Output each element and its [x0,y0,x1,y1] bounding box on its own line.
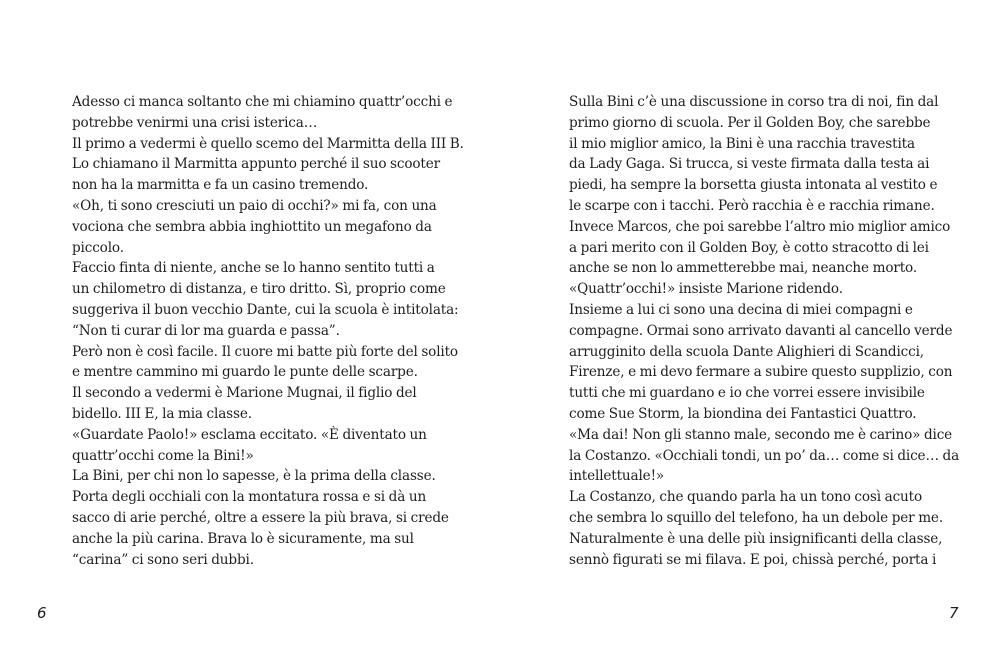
text-line: intellettuale!» [569,468,665,485]
right-page-number: 7 [949,604,959,622]
text-line: e mentre cammino mi guardo le punte delle scarpe. [72,364,418,381]
text-line: Lo chiamano il Marmitta appunto perché il suo scooter [72,156,440,173]
text-line: da Lady Gaga. Si trucca, si veste firmata dalla testa ai [569,156,930,173]
text-line: bidello. III E, la mia classe. [72,405,252,422]
text-line: come Sue Storm, la biondina dei Fantastici Quattro. [569,405,917,422]
text-line: Invece Marcos, che poi sarebbe l’altro mio miglior amico [569,218,951,235]
left-page-text [72,92,464,570]
text-line: Insieme a lui ci sono una decina di miei compagni e [569,301,913,318]
text-line: il mio miglior amico, la Bini è una racchia travestita [569,135,915,152]
text-line: anche la più carina. Brava lo è sicuramente, ma sul [72,530,414,547]
text-line: un chilometro di distanza, e tiro dritto. Sì, proprio come [72,281,446,298]
text-line: a pari merito con il Golden Boy, è cotto stracotto di lei [569,239,929,256]
text-line: «Quattr’occhi!» insiste Marione ridendo. [569,281,843,298]
text-line: piedi, ha sempre la borsetta giusta intonata al vestito e [569,177,938,194]
text-line: anche se non lo ammetterebbe mai, neanche morto. [569,260,917,277]
text-line: Il secondo a vedermi è Marione Mugnai, il figlio del [72,385,417,402]
text-line: Però non è così facile. Il cuore mi batte più forte del solito [72,343,458,360]
text-line: quattr’occhi come la Bini!» [72,447,254,464]
text-line: Faccio finta di niente, anche se lo hanno sentito tutti a [72,260,435,277]
text-line: Firenze, e mi devo fermare a subire questo supplizio, con [569,364,953,381]
text-line: potrebbe venirmi una crisi isterica… [72,114,318,131]
text-line: sacco di arie perché, oltre a essere la più brava, si crede [72,509,449,526]
left-page-number: 6 [37,604,47,622]
text-line: primo giorno di scuola. Per il Golden Boy, che sarebbe [569,114,931,131]
text-line: La Bini, per chi non lo sapesse, è la prima della classe. [72,468,436,485]
text-line: suggeriva il buon vecchio Dante, cui la scuola è intitolata: [72,301,459,318]
text-line: Adesso ci manca soltanto che mi chiamino quattr’occhi e [72,94,453,110]
text-line: vociona che sembra abbia inghiottito un megafono da [72,218,432,235]
text-line: compagne. Ormai sono arrivato davanti al cancello verde [569,322,953,339]
text-line: piccolo. [72,239,124,256]
text-line: Naturalmente è una delle più insignificanti della classe, [569,530,943,547]
text-line: Sulla Bini c’è una discussione in corso tra di noi, fin dal [569,94,939,110]
text-line: «Ma dai! Non gli stanno male, secondo me è carino» dice [569,426,953,443]
text-line: «Guardate Paolo!» esclama eccitato. «È diventato un [72,426,427,443]
text-line: non ha la marmitta e fa un casino tremendo. [72,177,369,194]
right-page-text [569,92,959,570]
text-line: “carina” ci sono seri dubbi. [72,551,254,568]
text-line: che sembra lo squillo del telefono, ha un debole per me. [569,509,943,526]
text-line: Porta degli occhiali con la montatura rossa e si dà un [72,489,427,506]
text-line: La Costanzo, che quando parla ha un tono così acuto [569,489,922,506]
text-line: sennò figurati se mi filava. E poi, chissà perché, porta i [569,551,937,568]
text-line: la Costanzo. «Occhiali tondi, un po’ da… come si dice… da [569,447,960,464]
text-line: tutti che mi guardano e io che vorrei essere invisibile [569,385,925,402]
text-line: «Oh, ti sono cresciuti un paio di occhi?» mi fa, con una [72,197,437,214]
text-line: le scarpe con i tacchi. Però racchia è e racchia rimane. [569,197,935,214]
text-line: arrugginito della scuola Dante Alighieri di Scandicci, [569,343,924,360]
right-page [500,0,1000,659]
text-line: “Non ti curar di lor ma guarda e passa”. [72,322,340,339]
text-line: Il primo a vedermi è quello scemo del Marmitta della III B. [72,135,464,152]
